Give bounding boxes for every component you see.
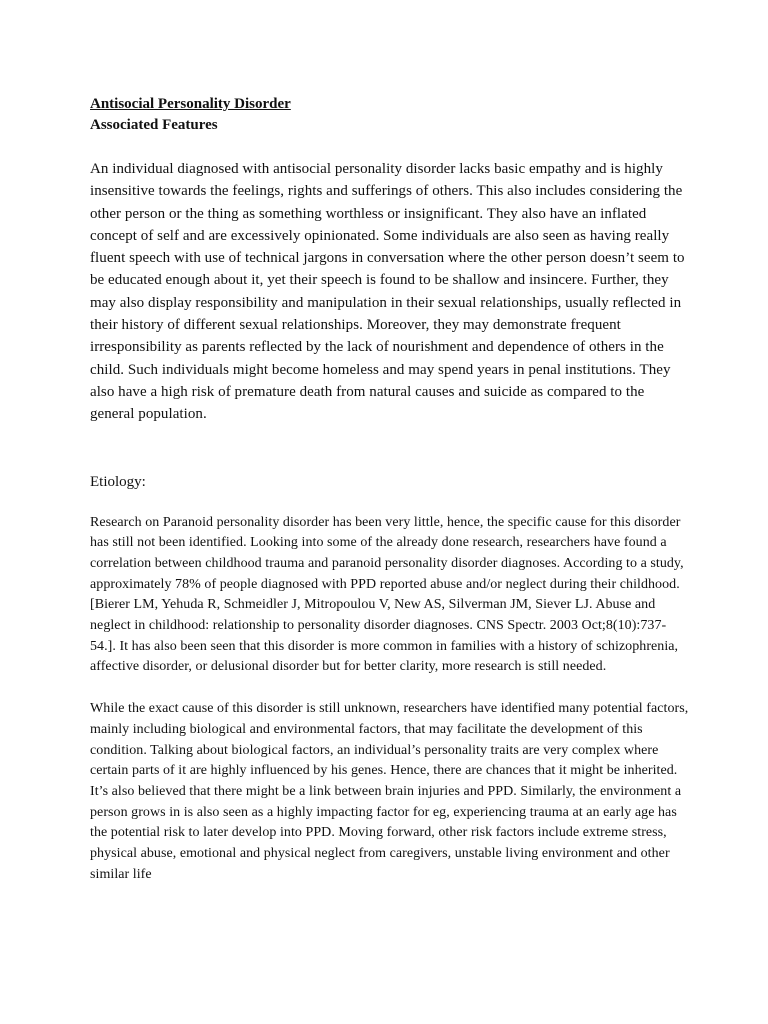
spacer xyxy=(90,493,690,513)
spacer xyxy=(90,678,690,699)
etiology-paragraph-1: Research on Paranoid personality disorder has been very little, hence, the specific cause for this disorder has still not been identified. Looking into some of the already done research, researchers have found a correlation between childhood trauma and paranoid personality disorder diagnoses. According to a study, approximately 78% of people diagnosed with PPD reported abuse and/or neglect during their childhood. [Bierer LM, Yehuda R, Schmeidler J, Mitropoulou V, New AS, Silverman JM, Siever LJ. Abuse and neglect in childhood: relationship to personality disorder diagnoses. CNS Spectr. 2003 Oct;8(10):737-54.]. It has also been seen that this disorder is more common in families with a history of schizophrenia, affective disorder, or delusional disorder but for better clarity, more research is still needed. xyxy=(90,514,684,675)
etiology-paragraph-2: While the exact cause of this disorder is still unknown, researchers have identified many potential factors, mainly including biological and environmental factors, that may facilitate the development of this condition. Talking about biological factors, an individual’s personality traits are very complex where certain parts of it are highly influenced by his genes. Hence, there are chances that it might be inherited. It’s also believed that there might be a link between brain injuries and PPD. Similarly, the environment a person grows in is also seen as a highly impacting factor for eg, experiencing trauma at an early age has the potential risk to later develop into PPD. Moving forward, other risk factors include extreme stress, physical abuse, emotional and physical neglect from caregivers, unstable living environment and other similar life xyxy=(90,701,689,882)
document-page xyxy=(90,94,690,886)
document-subtitle: Associated Features xyxy=(90,117,218,133)
etiology-heading: Etiology: xyxy=(90,473,146,490)
spacer xyxy=(90,426,690,471)
associated-features-paragraph: An individual diagnosed with antisocial personality disorder lacks basic empathy and is highly insensitive towards the feelings, rights and sufferings of others. This also includes considering the other person or the thing as something worthless or insignificant. They also have an inflated concept of self and are excessively opinionated. Some individuals are also seen as having really fluent speech with use of technical jargons in conversation where the other person doesn’t seem to be educated enough about it, yet their speech is found to be shallow and insincere. Further, they may also display responsibility and manipulation in their sexual relationships, usually reflected in their history of different sexual relationships. Moreover, they may demonstrate frequent irresponsibility as parents reflected by the lack of nourishment and dependence of others in the child. Such individuals might become homeless and may spend years in penal institutions. They also have a high risk of premature death from natural causes and suicide as compared to the general population. xyxy=(90,161,685,423)
document-title: Antisocial Personality Disorder xyxy=(90,96,291,112)
